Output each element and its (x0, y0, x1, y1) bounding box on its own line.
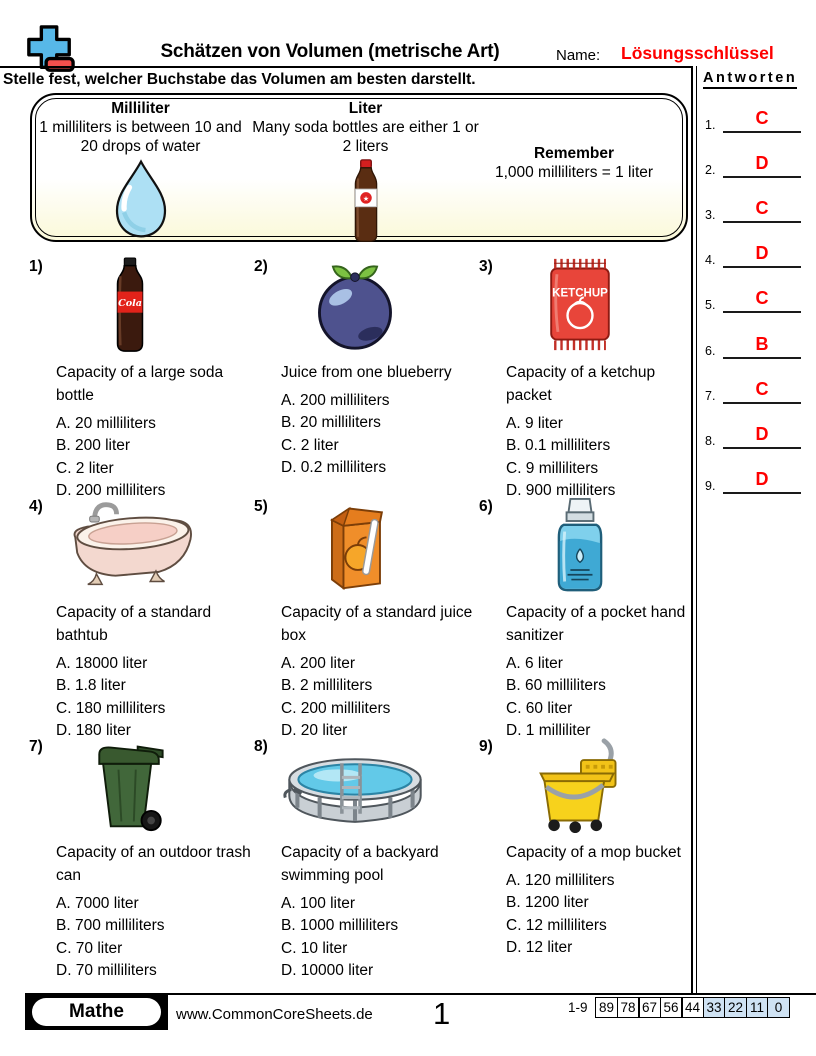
question-cell (253, 496, 478, 740)
header-divider (0, 66, 691, 68)
liter-title: Liter (348, 100, 383, 117)
option-label: D. 1 milliliter (506, 722, 591, 740)
liter-text: Many soda bottles are either 1 or 2 liters (252, 119, 479, 156)
answer-blank (723, 198, 801, 223)
question-image (500, 736, 660, 833)
question-number: 8) (254, 738, 268, 755)
answer-letter: D (755, 468, 769, 489)
question-text: Capacity of a standard juice box (281, 604, 473, 644)
remember-title: Remember (533, 145, 615, 162)
option-label: D. 180 liter (56, 722, 131, 740)
page-number: 1 (433, 996, 451, 1031)
question-text: Capacity of a ketchup packet (506, 364, 656, 404)
remember-block (474, 145, 674, 182)
question-number: 6) (479, 498, 493, 515)
score-strip (568, 997, 790, 1018)
answer-blank (723, 153, 801, 178)
question-cell (28, 496, 253, 740)
option-label: A. 100 liter (281, 894, 356, 912)
answer-number: 1. (705, 118, 716, 133)
option-label: C. 9 milliliters (506, 459, 599, 477)
answer-item (705, 133, 801, 178)
website-link: www.CommonCoreSheets.de (176, 1006, 373, 1023)
question-options (281, 895, 478, 980)
option-label: B. 0.1 milliliters (506, 437, 611, 455)
option-label: A. 200 milliliters (281, 391, 390, 409)
question-cell (253, 256, 478, 496)
question-number: 2) (254, 258, 268, 275)
soda-bottle-icon (50, 257, 210, 353)
remember-text: 1,000 milliliters = 1 liter (494, 164, 654, 181)
score-cell: 44 (681, 997, 704, 1018)
score-cell: 22 (724, 997, 747, 1018)
answer-number: 4. (705, 253, 716, 268)
question-text: Capacity of a pocket hand sanitizer (506, 604, 686, 644)
score-cell: 67 (638, 997, 661, 1018)
option-label: A. 6 liter (506, 654, 563, 672)
answer-number: 2. (705, 163, 716, 178)
option-label: C. 180 milliliters (56, 699, 166, 717)
question-cell (478, 736, 691, 976)
question-cell (478, 256, 691, 500)
option-label: B. 700 milliliters (56, 917, 165, 935)
answer-letter: D (755, 243, 769, 264)
question-options (56, 895, 253, 980)
answers-divider (691, 66, 697, 993)
option-label: C. 200 milliliters (281, 699, 391, 717)
answer-item (705, 404, 801, 449)
answer-item (705, 178, 801, 223)
score-cell: 33 (703, 997, 726, 1018)
liter-media (248, 159, 483, 243)
question-cell (253, 736, 478, 980)
instruction-text: Stelle fest, welcher Buchstabe das Volumen am besten darstellt. (3, 71, 476, 88)
answer-number: 3. (705, 208, 716, 223)
answer-key-label: Lösungsschlüssel (621, 43, 774, 63)
question-options (506, 872, 691, 957)
answer-blank (723, 424, 801, 449)
question-options (281, 392, 478, 477)
answer-blank (723, 469, 801, 494)
question-cell (28, 256, 253, 500)
answer-blank (723, 288, 801, 313)
option-label: A. 9 liter (506, 414, 563, 432)
answer-number: 7. (705, 388, 716, 403)
answer-number: 8. (705, 433, 716, 448)
option-label: B. 200 liter (56, 437, 131, 455)
brand-badge: Mathe (32, 998, 161, 1026)
trash-can-icon (50, 737, 210, 833)
answer-item (705, 88, 801, 133)
option-label: A. 120 milliliters (506, 871, 615, 889)
answer-blank (723, 334, 801, 359)
question-image (275, 736, 435, 833)
question-text: Capacity of a backyard swimming pool (281, 844, 439, 884)
answer-item (705, 268, 801, 313)
answer-number: 5. (705, 298, 716, 313)
question-image (50, 256, 210, 353)
answer-number: 9. (705, 478, 716, 493)
answer-item (705, 313, 801, 358)
answer-letter: C (755, 378, 769, 399)
option-label: A. 20 milliliters (56, 414, 156, 432)
answer-item (705, 359, 801, 404)
question-number: 9) (479, 738, 493, 755)
answer-blank (723, 108, 801, 133)
answer-blank (723, 379, 801, 404)
question-options (506, 415, 691, 500)
water-drop-icon (109, 159, 173, 239)
option-label: D. 200 milliliters (56, 482, 166, 500)
answer-letter: B (755, 333, 769, 354)
answers-list (705, 88, 801, 494)
question-image (50, 496, 210, 593)
answer-letter: C (755, 198, 769, 219)
question-image (275, 496, 435, 593)
option-label: C. 2 liter (281, 436, 339, 454)
answer-blank (723, 243, 801, 268)
question-number: 5) (254, 498, 268, 515)
question-cell (478, 496, 691, 740)
score-cell: 89 (595, 997, 618, 1018)
hand-sanitizer-icon (500, 497, 660, 593)
blueberry-icon (275, 257, 435, 353)
option-label: B. 2 milliliters (281, 677, 373, 695)
milliliter-title: Milliliter (111, 100, 170, 117)
question-options (281, 655, 478, 740)
mop-bucket-icon (500, 737, 660, 833)
option-label: D. 20 liter (281, 722, 348, 740)
question-image (50, 736, 210, 833)
soda-2l-icon (348, 159, 384, 243)
question-text: Capacity of an outdoor trash can (56, 844, 251, 884)
swimming-pool-icon (275, 737, 435, 833)
answer-letter: C (755, 108, 769, 129)
option-label: C. 60 liter (506, 699, 573, 717)
option-label: A. 7000 liter (56, 894, 139, 912)
score-range-label: 1-9 (567, 1000, 588, 1015)
milliliter-media (38, 159, 243, 239)
option-label: D. 0.2 milliliters (281, 459, 387, 477)
option-label: C. 2 liter (56, 459, 114, 477)
score-cell: 78 (617, 997, 640, 1018)
name-label: Name: (556, 47, 601, 64)
option-label: D. 70 milliliters (56, 962, 157, 980)
liter-column (248, 100, 483, 243)
answer-letter: D (755, 423, 769, 444)
question-options (506, 655, 691, 740)
question-text: Capacity of a mop bucket (506, 844, 681, 861)
juice-box-icon (275, 497, 435, 593)
question-number: 3) (479, 258, 493, 275)
question-image (500, 256, 660, 353)
option-label: B. 1000 milliliters (281, 917, 399, 935)
option-label: B. 1.8 liter (56, 677, 126, 695)
answer-number: 6. (705, 343, 716, 358)
question-image (275, 256, 435, 353)
question-text: Juice from one blueberry (281, 364, 452, 381)
milliliter-text: 1 milliliters is between 10 and 20 drops of water (39, 119, 242, 156)
option-label: B. 20 milliliters (281, 414, 381, 432)
footer-brand-bar (25, 993, 168, 1030)
option-label: A. 18000 liter (56, 654, 148, 672)
question-cell (28, 736, 253, 980)
question-text: Capacity of a standard bathtub (56, 604, 212, 644)
answers-header: Antworten (703, 70, 797, 89)
answer-letter: C (755, 288, 769, 309)
answer-item (705, 449, 801, 494)
question-image (500, 496, 660, 593)
question-text: Capacity of a large soda bottle (56, 364, 224, 404)
answer-letter: D (755, 153, 769, 174)
option-label: D. 12 liter (506, 939, 573, 957)
question-options (56, 655, 253, 740)
questions-grid (28, 256, 691, 980)
option-label: C. 10 liter (281, 939, 348, 957)
score-cell: 0 (767, 997, 790, 1018)
answer-item (705, 223, 801, 268)
option-label: C. 12 milliliters (506, 916, 607, 934)
option-label: D. 10000 liter (281, 962, 374, 980)
option-label: B. 1200 liter (506, 894, 589, 912)
option-label: B. 60 milliliters (506, 677, 606, 695)
reference-box (30, 93, 688, 242)
option-label: A. 200 liter (281, 654, 356, 672)
bathtub-icon (50, 497, 210, 593)
question-number: 7) (29, 738, 43, 755)
page-title: Schätzen von Volumen (metrische Art) (160, 41, 500, 62)
question-number: 1) (29, 258, 43, 275)
ketchup-packet-icon (500, 257, 660, 353)
question-number: 4) (29, 498, 43, 515)
option-label: C. 70 liter (56, 939, 123, 957)
milliliter-column (38, 100, 243, 239)
score-cell: 11 (746, 997, 769, 1018)
score-cell: 56 (660, 997, 683, 1018)
question-options (56, 415, 253, 500)
option-label: D. 900 milliliters (506, 482, 616, 500)
